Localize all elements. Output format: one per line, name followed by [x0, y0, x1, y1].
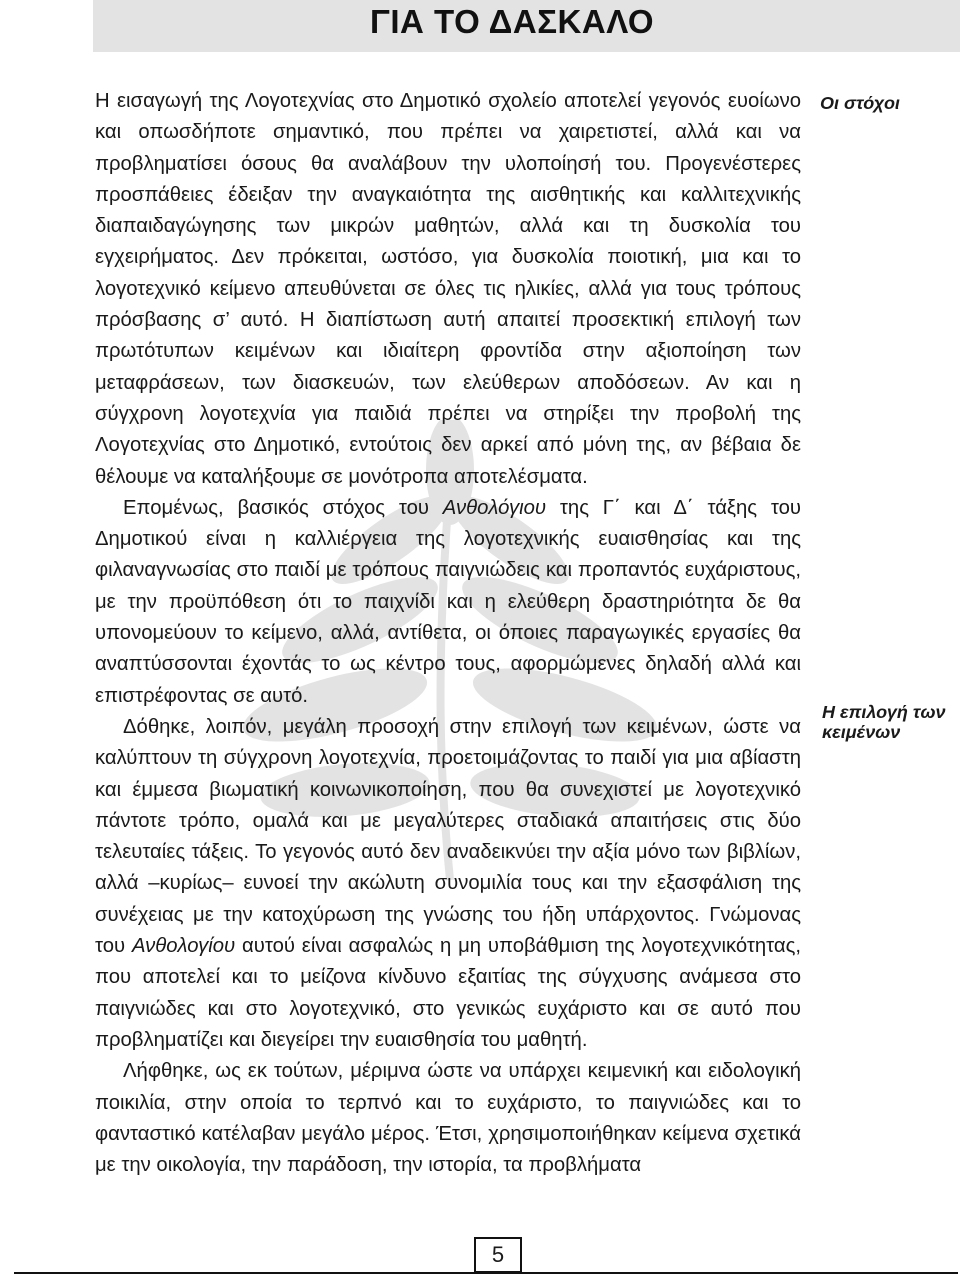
paragraph-1: Η εισαγωγή της Λογοτεχνίας στο Δημοτικό σχολείο αποτελεί γεγονός ευοίωνο και οπωσδήποτε σημαντικό, που πρέπει να χαιρετιστεί, αλλά και να προβληματίσει όσους θα αναλάβουν την υλοποίησή του. Προγενέστερες προσπάθειες έδειξαν την αναγκαιότητα της αισθητικής και καλλιτεχνικής διαπαιδαγώγησης των μικρών μαθητών, αλλά και τη δυσκολία του εγχειρήματος. Δεν πρόκειται, ωστόσο, για δυσκολία ποιοτική, μια και το λογοτεχνικό κείμενο απευθύνεται σε όλες τις ηλικίες, αλλά για τους τρόπους πρόσβασης σ’ αυτό. Η διαπίστωση αυτή απαιτεί προσεκτική επιλογή των πρωτότυπων κειμένων και ιδιαίτερη φροντίδα στην αξιοποίηση των μεταφράσεων, των διασκευών, των ελεύθερων αποδόσεων. Αν και η σύγχρονη λογοτεχνία για παιδιά πρέπει να στηρίξει την προβολή της Λογοτεχνίας στο Δημοτικό, εντούτοις δεν αρκεί από μόνη της, αν βέβαια δε θέλουμε να καταλήξουμε σε μονότροπα αποτελέσματα.: [95, 90, 801, 488]
page-number: 5: [474, 1237, 522, 1273]
header-band: [93, 0, 960, 52]
body-text: [95, 86, 801, 1181]
margin-note-text-selection: Η επιλογή των κειμένων: [822, 702, 946, 742]
footer-rule: [14, 1272, 958, 1274]
paragraph-3-text-start: Δόθηκε, λοιπόν, μεγάλη προσοχή στην επιλογή των κειμένων, ώστε να καλύπτουν τη σύγχρονη λογοτεχνία, προετοιμάζοντας το παιδί για μια αβίαστη και έμμεσα βιωματική κοινωνικοποίηση, που θα συνεχιστεί με λογοτεχνικό πάντοτε τρόπο, ομαλά και με μεγαλύτερες σταδιακά απαιτήσεις στις δύο τελευταίες τάξεις. Το γεγονός αυτό δεν αναδεικνύει την αξία μόνο των βιβλίων, αλλά –κυρίως– ευνοεί την ακώλυτη συνομιλία τους και την εξασφάλιση της συνέχειας με την κατοχύρωση της γνώσης του ήδη υπάρχοντος. Γνώμονας του: [95, 715, 801, 958]
paragraph-3: [95, 712, 801, 1056]
anthology-title-italic: Ανθολογίου: [131, 935, 236, 958]
margin-note-goals: Οι στόχοι: [820, 93, 900, 113]
paragraph-2-text-end: της Γ΄ και Δ΄ τάξης του Δημοτικού είναι η καλλιέργεια της λογοτεχνικής ευαισθησίας και της φιλαναγνωσίας στο παιδί με τρόπους παιγνιώδεις και προπαντός ευχάριστους, με την προϋπόθεση ότι το παιχνίδι και η ελεύθερη δραστηριότητα δε θα υπονομεύουν το κείμενο, αλλά, αντίθετα, οι όποιες παραγωγικές εργασίες θα αναπτύσσονται έχοντάς το ως κέντρο τους, αφορμώμενες δηλαδή αλλά και επιστρέφοντας σε αυτό.: [95, 496, 801, 707]
paragraph-2: [95, 493, 801, 712]
anthology-title-italic: Ανθολόγιου: [442, 496, 547, 519]
paragraph-3-text-end: αυτού είναι ασφαλώς η μη υποβάθμιση της λογοτεχνικότητας, που αποτελεί και το μείζονα κίνδυνο εξαιτίας της σύγχυσης ανάμεσα στο παιγνιώδες και στο λογοτεχνικό, στο γενικώς ευχάριστο και σε αυτό που προβληματίζει και διεγείρει την ευαισθησία του μαθητή.: [95, 935, 801, 1051]
page-title: ΓΙΑ ΤΟ ΔΑΣΚΑΛΟ: [370, 3, 654, 40]
paragraph-4: Λήφθηκε, ως εκ τούτων, μέριμνα ώστε να υπάρχει κειμενική και ειδολογική ποικιλία, στην οποία το τερπνό και το ευχάριστο, το παιγνιώδες και το φανταστικό κατέλαβαν μεγάλο μέρος. Έτσι, χρησιμοποιήθηκαν κείμενα σχετικά με την οικολογία, την παράδοση, την ιστορία, τα προβλήματα: [95, 1060, 801, 1177]
paragraph-2-text-start: Επομένως, βασικός στόχος του: [123, 496, 443, 519]
